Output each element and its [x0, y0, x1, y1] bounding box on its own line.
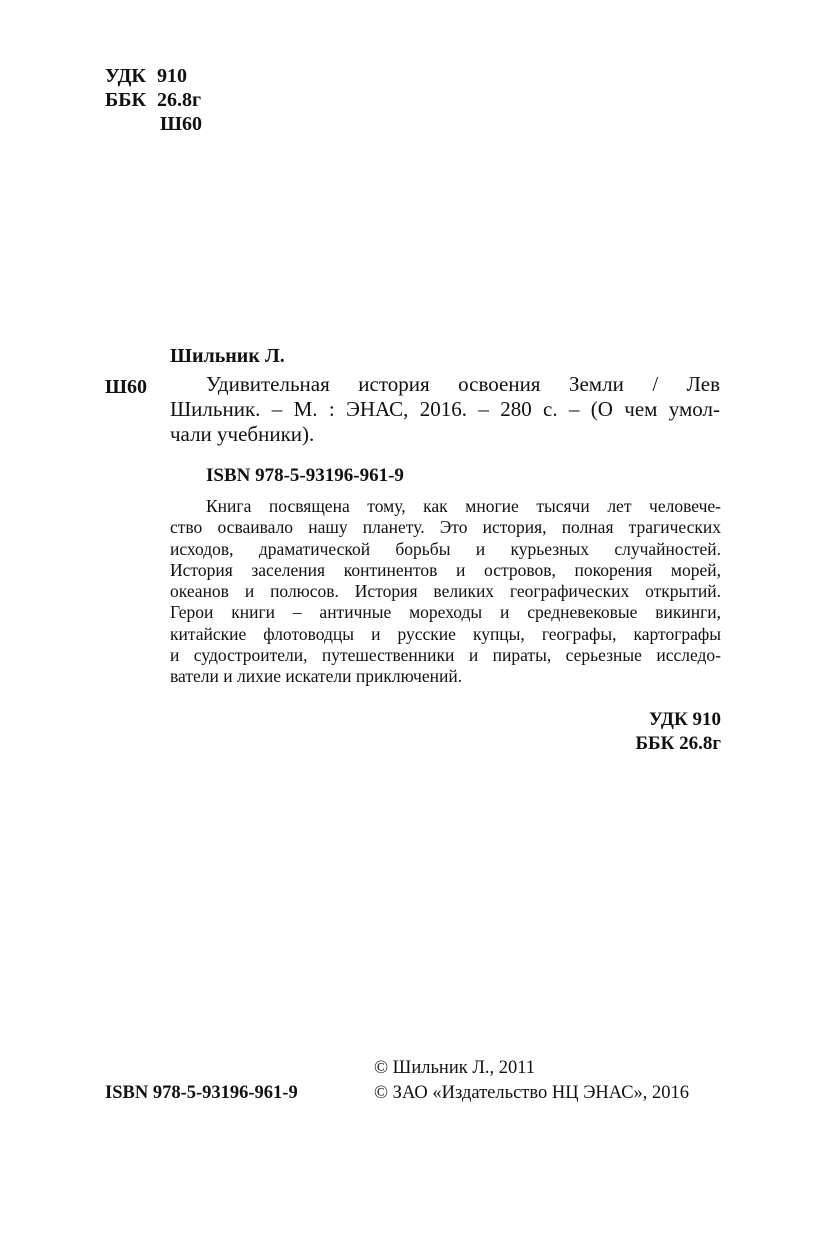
bbk-label: ББК	[105, 89, 146, 111]
udk-value: 910	[157, 65, 187, 87]
annotation-line: ство осваивало нашу планету. Это история, полная трагических	[170, 517, 721, 538]
classification-codes-right	[635, 708, 721, 756]
annotation-line: История заселения континентов и островов, покорения морей,	[170, 559, 721, 580]
annotation-line: Герои книги – античные мореходы и средневековые викинги,	[170, 602, 721, 623]
author-mark-row	[105, 112, 202, 136]
copyright-author: © Шильник Л., 2011	[374, 1058, 536, 1078]
annotation-line: китайские флотоводцы и русские купцы, географы, картографы	[170, 623, 721, 644]
annotation-line: ватели и лихие искатели приключений.	[170, 666, 463, 687]
bbk-row	[105, 88, 202, 112]
author-mark-code: Ш60	[160, 113, 202, 135]
annotation	[170, 496, 721, 688]
bbk-code-right: ББК 26.8г	[635, 733, 721, 754]
classification-codes	[105, 64, 202, 136]
copyright-publisher: © ЗАО «Издательство НЦ ЭНАС», 2016	[374, 1083, 690, 1103]
udk-row	[105, 64, 202, 88]
bbk-value: 26.8г	[157, 89, 202, 111]
annotation-line: Книга посвящена тому, как многие тысячи лет человече-	[206, 496, 721, 516]
isbn-main: ISBN 978-5-93196-961-9	[206, 465, 404, 486]
author-heading: Шильник Л.	[170, 345, 285, 367]
annotation-line: исходов, драматической борьбы и курьезных случайностей.	[170, 538, 721, 559]
biblio-line: Удивительная история освоения Земли / Лев	[206, 372, 720, 396]
udk-label: УДК	[105, 65, 146, 87]
biblio-line: чали учебники).	[170, 422, 315, 446]
copyright-block	[374, 1056, 689, 1106]
bibliographic-description	[170, 372, 720, 447]
isbn-bottom: ISBN 978-5-93196-961-9	[105, 1083, 298, 1103]
udk-code-right: УДК 910	[648, 709, 721, 730]
author-mark-left: Ш60	[105, 376, 147, 398]
annotation-line: и судостроители, путешественники и пираты, серьезные исследо-	[170, 645, 721, 666]
biblio-line: Шильник. – М. : ЭНАС, 2016. – 280 с. – (О чем умол-	[170, 397, 720, 421]
annotation-line: океанов и полюсов. История великих географических открытий.	[170, 581, 721, 602]
